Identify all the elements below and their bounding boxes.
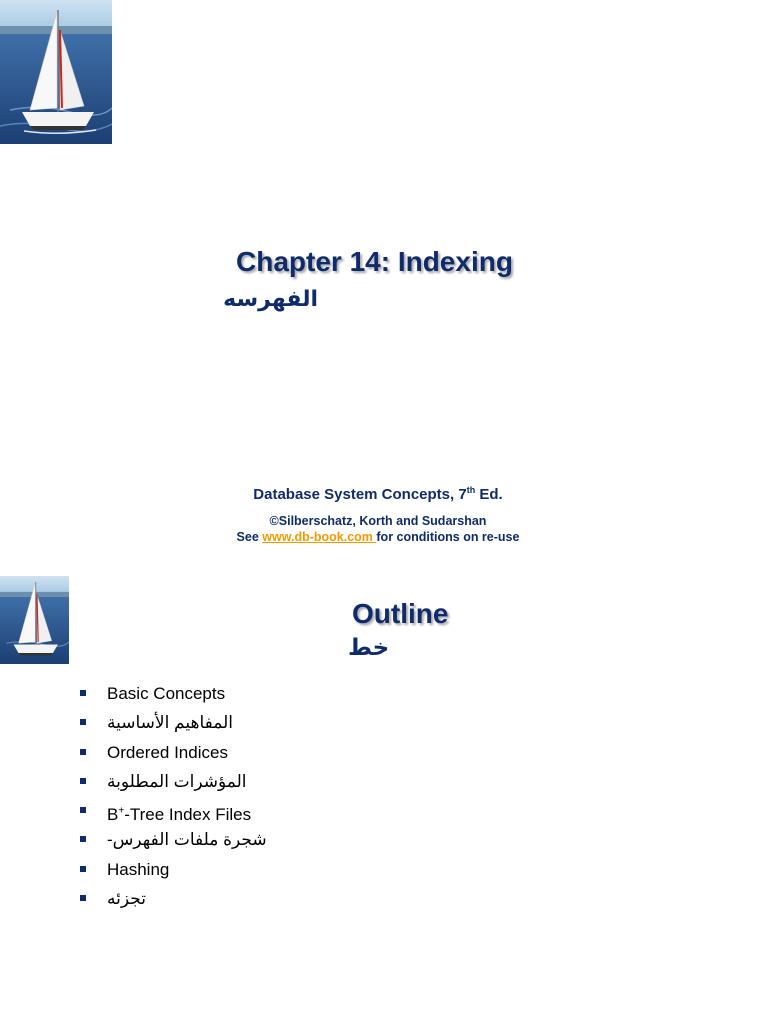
list-item-text [107, 805, 251, 824]
book-title-prefix: Database System Concepts, 7 [253, 486, 467, 503]
btree-suffix: -Tree Index Files [124, 804, 252, 824]
reuse-line [0, 529, 756, 545]
list-item-text: المفاهيم الأساسية [107, 713, 233, 733]
list-item [78, 741, 267, 770]
book-title-sup: th [466, 485, 476, 495]
list-item-text: تجزئه [107, 889, 146, 909]
bullet-icon [80, 807, 86, 813]
list-item [78, 799, 267, 828]
bullet-icon [80, 778, 86, 784]
book-title [0, 485, 756, 503]
outline-slide [0, 570, 768, 1024]
list-item [78, 858, 267, 887]
outline-list [78, 682, 267, 916]
see-prefix: See [236, 530, 263, 544]
list-item [78, 682, 267, 711]
bullet-icon [80, 895, 86, 901]
bullet-icon [80, 866, 86, 872]
list-item [78, 711, 267, 740]
list-item [78, 770, 267, 799]
chapter-title: Chapter 14: Indexing [236, 246, 513, 277]
list-item-text: Ordered Indices [107, 742, 228, 762]
bullet-icon [80, 836, 86, 842]
bullet-icon [80, 749, 86, 755]
copyright-line: ©Silberschatz, Korth and Sudarshan [269, 514, 487, 528]
book-title-suffix: Ed. [475, 486, 503, 503]
list-item-text: المؤشرات المطلوبة [107, 771, 247, 791]
list-item-text: Basic Concepts [107, 684, 226, 703]
btree-sup: + [118, 805, 125, 817]
outline-title: Outline [352, 598, 449, 629]
chapter-title-arabic: الفهرسه [223, 286, 318, 311]
bullet-icon [80, 719, 86, 725]
list-item-text: شجرة ملفات الفهرس- [107, 830, 267, 850]
bullet-icon [80, 690, 86, 696]
outline-title-arabic: خط [348, 634, 390, 660]
btree-prefix: B [107, 804, 119, 824]
list-item [78, 828, 267, 857]
see-suffix: for conditions on re-use [376, 530, 520, 544]
sailboat-logo-small [0, 576, 69, 664]
sailboat-logo [0, 0, 112, 144]
db-book-link[interactable]: www.db-book.com [262, 530, 377, 544]
credits [0, 513, 756, 545]
list-item [78, 887, 267, 916]
list-item-text: Hashing [107, 859, 170, 879]
